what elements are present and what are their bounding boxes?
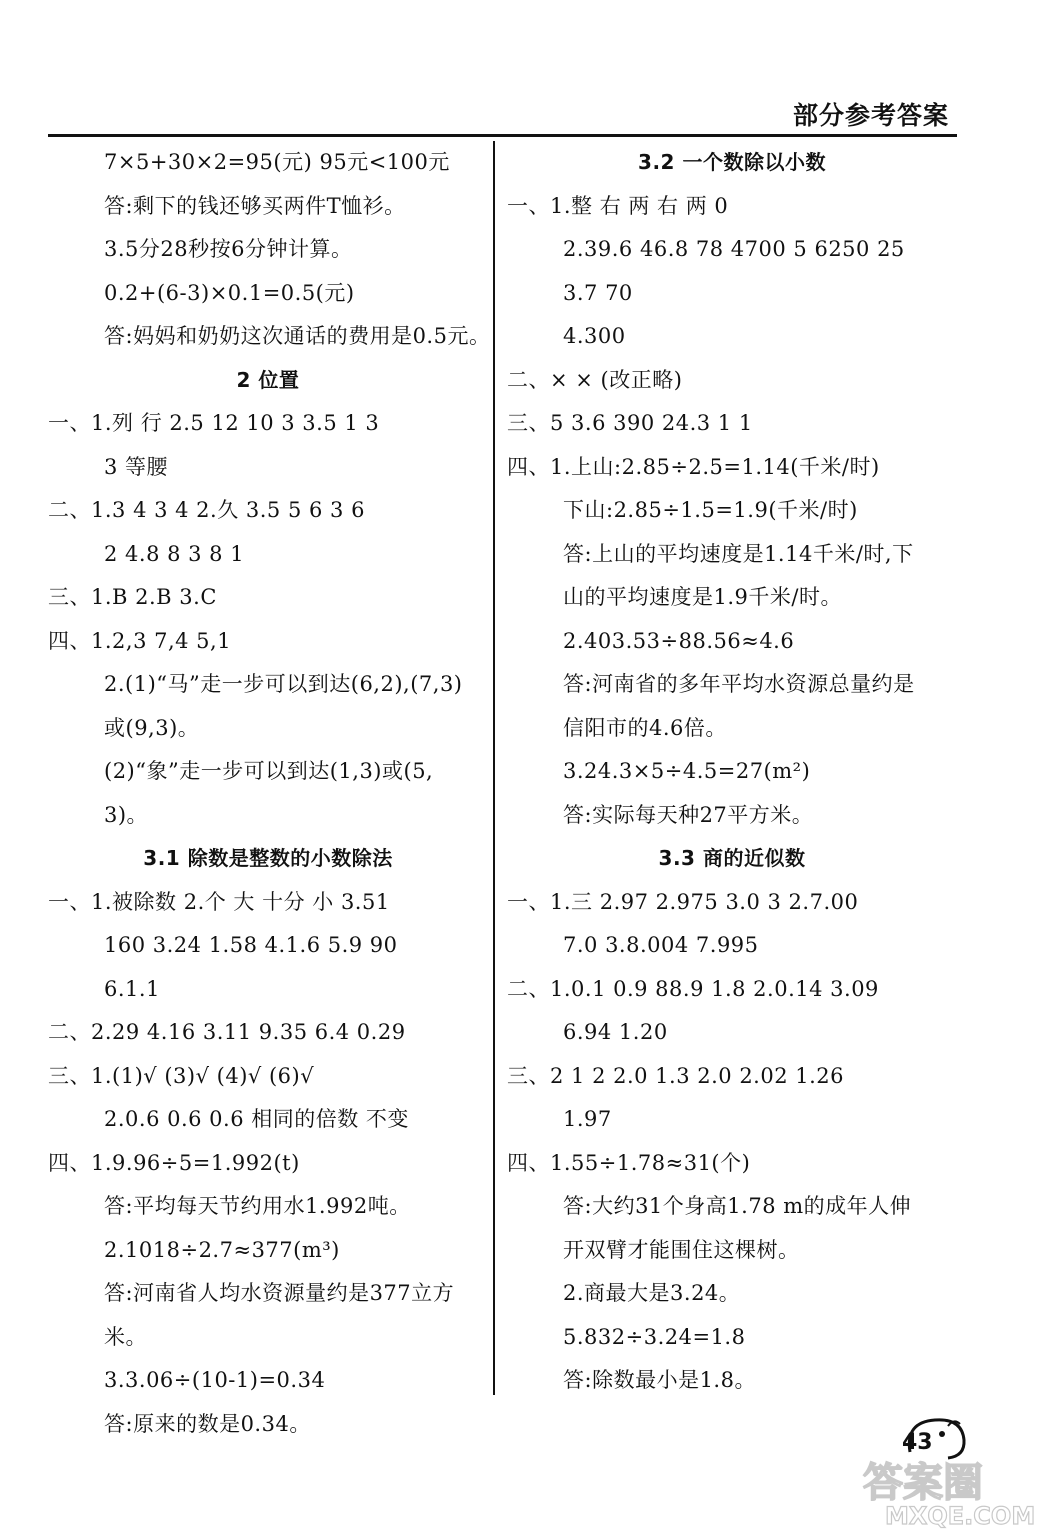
answer-line: 四、1.上山:2.85÷2.5=1.14(千米/时) bbox=[507, 454, 880, 479]
answer-line: 160 3.24 1.58 4.1.6 5.9 90 bbox=[104, 933, 398, 957]
answer-line: 答:上山的平均速度是1.14千米/时,下 bbox=[563, 541, 914, 566]
answer-line: 0.2+(6-3)×0.1=0.5(元) bbox=[104, 280, 355, 305]
answer-line: 二、× × (改正略) bbox=[507, 367, 683, 392]
watermark-url: MXQE.COM bbox=[885, 1502, 1036, 1530]
answer-line: 2.39.6 46.8 78 4700 5 6250 25 bbox=[563, 237, 905, 261]
answer-line: 3)。 bbox=[104, 802, 149, 827]
section-heading: 3.1 除数是整数的小数除法 bbox=[143, 846, 393, 870]
answer-line: 3.5分28秒按6分钟计算。 bbox=[104, 237, 353, 261]
answer-line: 答:除数最小是1.8。 bbox=[563, 1368, 756, 1392]
page-header-title: 部分参考答案 bbox=[792, 101, 949, 130]
answer-line: 一、1.三 2.97 2.975 3.0 3 2.7.00 bbox=[507, 889, 859, 914]
answer-line: 答:实际每天种27平方米。 bbox=[563, 802, 814, 827]
answer-line: 2 4.8 8 3 8 1 bbox=[104, 541, 245, 566]
answer-line: 3.7 70 bbox=[563, 280, 633, 305]
answer-line: 2.商最大是3.24。 bbox=[563, 1281, 741, 1305]
answer-line: 一、1.整 右 两 右 两 0 bbox=[507, 193, 729, 218]
watermark-logo bbox=[855, 1452, 1045, 1532]
answer-line: 三、5 3.6 390 24.3 1 1 bbox=[507, 411, 753, 435]
answer-line: 答:河南省人均水资源量约是377立方 bbox=[104, 1281, 455, 1305]
answer-line: 二、1.0.1 0.9 88.9 1.8 2.0.14 3.09 bbox=[507, 976, 879, 1001]
answer-line: 或(9,3)。 bbox=[104, 715, 200, 740]
answer-line: 答:河南省的多年平均水资源总量约是 bbox=[563, 672, 915, 696]
answer-line: 1.97 bbox=[563, 1107, 612, 1131]
answer-line: 米。 bbox=[104, 1324, 147, 1349]
answer-line: 开双臂才能围住这棵树。 bbox=[563, 1237, 800, 1262]
answer-line: 6.1.1 bbox=[104, 976, 160, 1001]
answer-line: 3 等腰 bbox=[104, 454, 169, 479]
answer-line: 2.0.6 0.6 0.6 相同的倍数 不变 bbox=[104, 1107, 409, 1131]
answer-line: 山的平均速度是1.9千米/时。 bbox=[563, 585, 842, 609]
answer-line: 答:原来的数是0.34。 bbox=[104, 1411, 311, 1436]
answer-line: 6.94 1.20 bbox=[563, 1020, 668, 1044]
column-divider bbox=[493, 141, 495, 1395]
answer-line: 3.3.06÷(10-1)=0.34 bbox=[104, 1368, 326, 1392]
section-heading: 3.2 一个数除以小数 bbox=[638, 150, 826, 174]
answer-line: 四、1.9.96÷5=1.992(t) bbox=[48, 1150, 300, 1175]
answer-line: 7.0 3.8.004 7.995 bbox=[563, 933, 759, 957]
watermark-title: 答案圈 bbox=[863, 1460, 983, 1506]
answer-line: 一、1.被除数 2.个 大 十分 小 3.51 bbox=[48, 889, 390, 914]
answer-line: 下山:2.85÷1.5=1.9(千米/时) bbox=[563, 498, 858, 522]
section-heading: 3.3 商的近似数 bbox=[658, 846, 806, 870]
answer-line: 三、2 1 2 2.0 1.3 2.0 2.02 1.26 bbox=[507, 1063, 845, 1088]
answer-line: 信阳市的4.6倍。 bbox=[563, 715, 727, 740]
answer-line: 四、1.2,3 7,4 5,1 bbox=[48, 628, 232, 653]
answer-line: 2.1018÷2.7≈377(m³) bbox=[104, 1237, 340, 1262]
right-column bbox=[507, 141, 957, 1403]
answer-line: 4.300 bbox=[563, 324, 626, 348]
answer-line: 7×5+30×2=95(元) 95元<100元 bbox=[104, 150, 450, 174]
answer-line: 3.24.3×5÷4.5=27(m²) bbox=[563, 759, 811, 783]
answer-line: 答:平均每天节约用水1.992吨。 bbox=[104, 1194, 411, 1218]
answer-line: 二、2.29 4.16 3.11 9.35 6.4 0.29 bbox=[48, 1020, 406, 1044]
answer-line: 5.832÷3.24=1.8 bbox=[563, 1324, 746, 1349]
answer-line: 2.403.53÷88.56≈4.6 bbox=[563, 628, 795, 653]
answer-line: 二、1.3 4 3 4 2.久 3.5 5 6 3 6 bbox=[48, 498, 365, 522]
left-column bbox=[48, 141, 491, 1446]
answer-line: 四、1.55÷1.78≈31(个) bbox=[507, 1150, 751, 1175]
section-heading: 2 位置 bbox=[236, 367, 300, 392]
answer-line: 三、1.(1)√ (3)√ (4)√ (6)√ bbox=[48, 1063, 315, 1088]
answer-line: 一、1.列 行 2.5 12 10 3 3.5 1 3 bbox=[48, 411, 380, 435]
answer-line: (2)“象”走一步可以到达(1,3)或(5, bbox=[104, 759, 434, 783]
answer-line: 答:妈妈和奶奶这次通话的费用是0.5元。 bbox=[104, 324, 491, 348]
header-rule bbox=[48, 134, 957, 137]
answer-line: 2.(1)“马”走一步可以到达(6,2),(7,3) bbox=[104, 672, 463, 696]
answer-line: 答:剩下的钱还够买两件T恤衫。 bbox=[104, 193, 406, 218]
page-number: 43 bbox=[902, 1430, 933, 1455]
answer-line: 三、1.B 2.B 3.C bbox=[48, 585, 217, 609]
answer-line: 答:大约31个身高1.78 m的成年人伸 bbox=[563, 1194, 912, 1218]
